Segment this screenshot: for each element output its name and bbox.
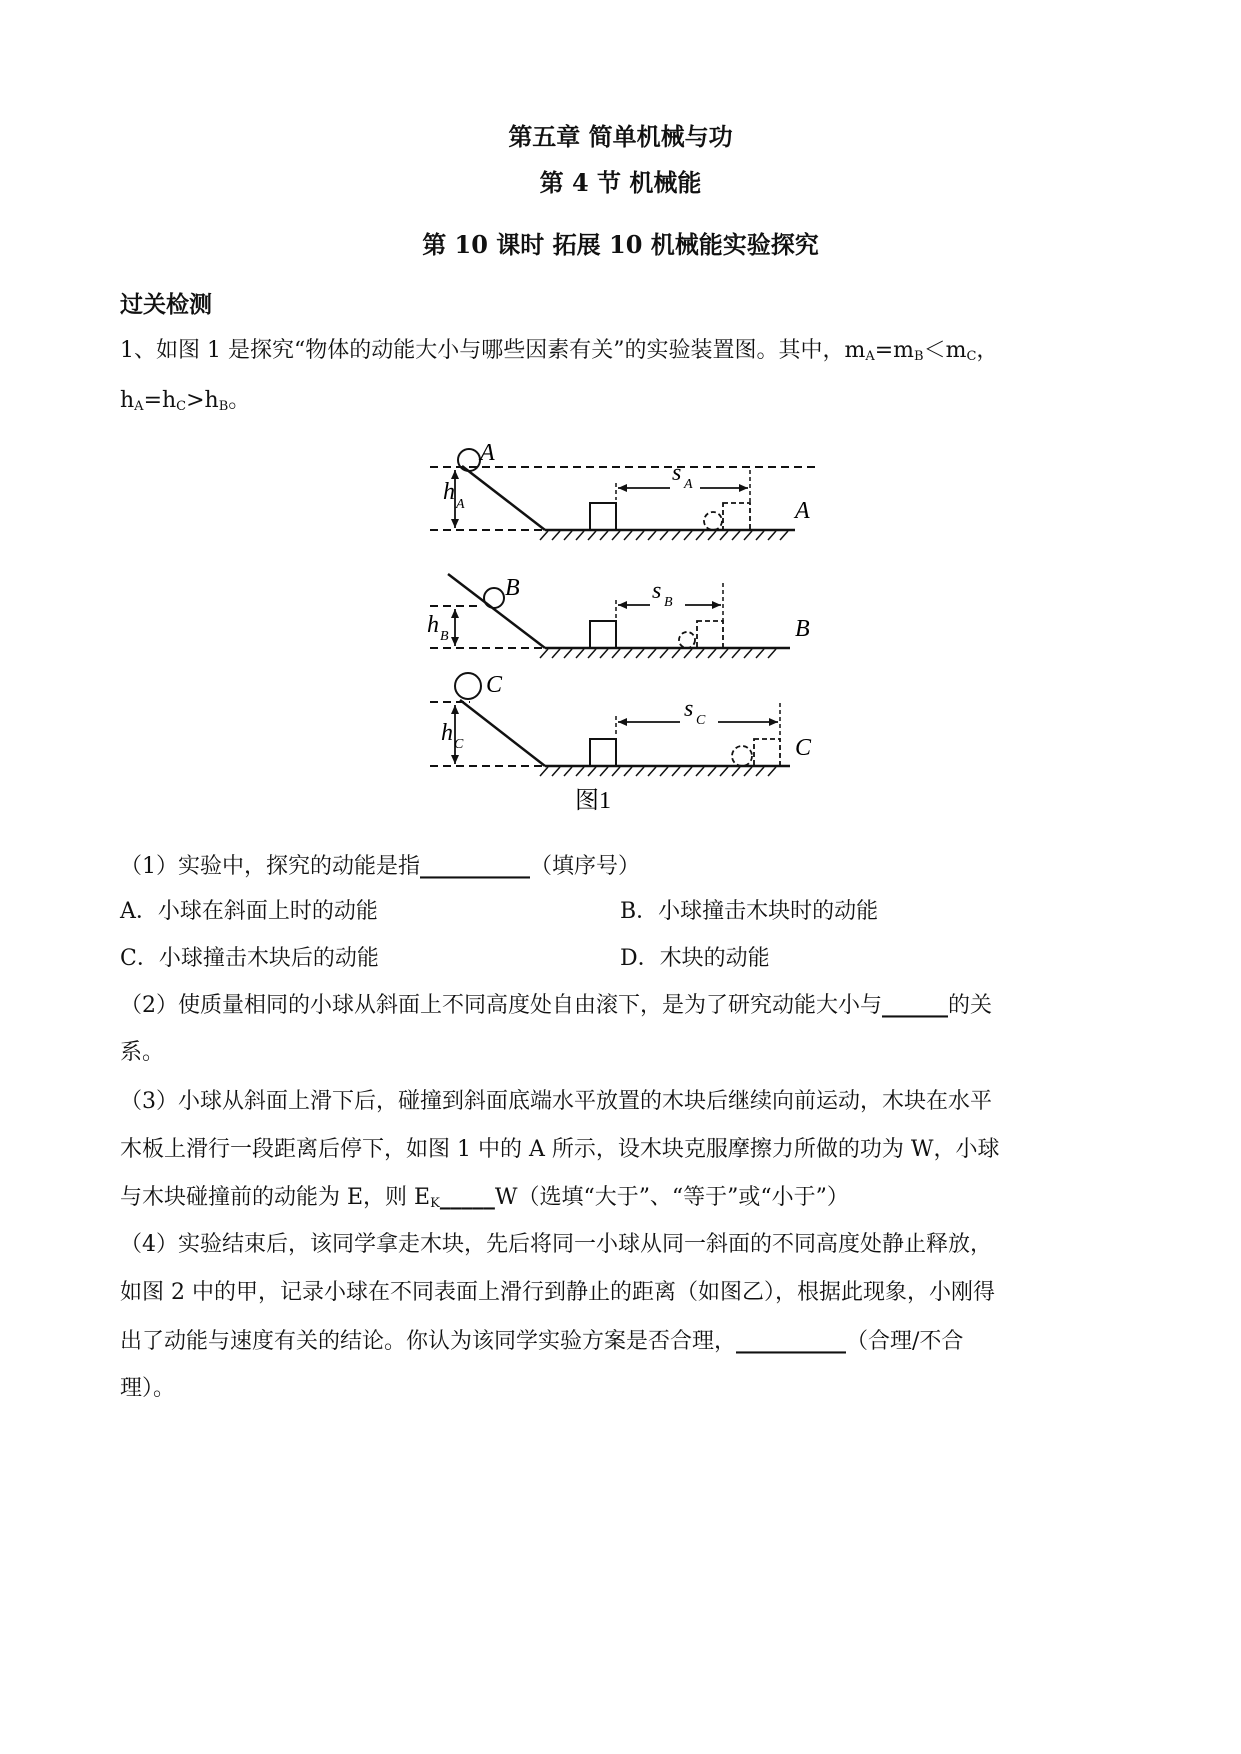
option-b: B．小球撞击木块时的动能 bbox=[620, 899, 879, 924]
row-b-block-final bbox=[697, 621, 723, 648]
figure-row-c bbox=[430, 673, 790, 776]
row-b-block bbox=[590, 621, 616, 648]
question-1-part-3-line-3: 与木块碰撞前的动能为 E，则 $E_K\_\_\_\_\_W$（选填“大于”、“等于”或“小于”） bbox=[120, 1184, 849, 1211]
row-a-hatch bbox=[540, 531, 788, 540]
row-a-ball-label: A bbox=[480, 440, 495, 466]
section-label: 过关检测 bbox=[120, 291, 212, 318]
ball-c bbox=[455, 673, 481, 699]
row-b-ball-final bbox=[679, 632, 695, 648]
row-a-s-label: s bbox=[672, 460, 682, 486]
question-1-part-2: （2）使质量相同的小球从斜面上不同高度处自由滚下，是为了研究动能大小与______的关 bbox=[120, 992, 993, 1018]
row-a-h-sub: A bbox=[456, 497, 465, 512]
question-1-part-4-line-3: 出了动能与速度有关的结论。你认为该同学实验方案是否合理，__________（合理/不合 bbox=[120, 1328, 964, 1354]
answer-blank-2: ______ bbox=[882, 992, 948, 1018]
row-b-s-sub: B bbox=[664, 595, 673, 610]
answer-blank-1: __________ bbox=[420, 853, 530, 879]
chapter-title: 第五章 简单机械与功 bbox=[508, 122, 733, 151]
row-c-block bbox=[590, 739, 616, 766]
question-1-intro-line2: $h_A=h_C>h_B$。 bbox=[120, 388, 251, 414]
row-b-ball-label: B bbox=[505, 575, 520, 601]
row-c-s-label: s bbox=[684, 696, 694, 722]
section-title: 第 4 节 机械能 bbox=[539, 168, 702, 197]
question-1-part-2-cont: 系。 bbox=[120, 1040, 165, 1065]
row-c-s-sub: C bbox=[696, 713, 706, 728]
row-a-incline bbox=[462, 466, 545, 530]
row-a-side-label: A bbox=[795, 498, 810, 524]
row-b-h-sub: B bbox=[440, 629, 449, 644]
row-c-h-label: h bbox=[441, 720, 453, 746]
row-b-incline bbox=[448, 574, 545, 648]
question-1-part-1: （1）实验中，探究的动能是指__________（填序号） bbox=[120, 853, 641, 879]
row-c-side-label: C bbox=[795, 735, 812, 761]
option-a: A．小球在斜面上时的动能 bbox=[120, 899, 378, 924]
row-b-s-label: s bbox=[652, 578, 662, 604]
row-b-h-label: h bbox=[427, 612, 439, 638]
row-b-side-label: B bbox=[795, 616, 810, 642]
question-1-part-4-line-4: 理）。 bbox=[120, 1376, 176, 1401]
row-c-incline bbox=[460, 700, 545, 766]
row-a-block-final bbox=[723, 503, 750, 530]
question-1-part-4-line-2: 如图 2 中的甲，记录小球在不同表面上滑行到静止的距离（如图乙），根据此现象，小刚得 bbox=[120, 1280, 995, 1305]
row-b-hatch bbox=[540, 649, 776, 658]
question-1-part-3-line-2: 木板上滑行一段距离后停下，如图 1 中的 A 所示，设木块克服摩擦力所做的功为 W，小球 bbox=[120, 1137, 1000, 1162]
row-a-block bbox=[590, 503, 616, 530]
question-1-intro: 1、如图 1 是探究“物体的动能大小与哪些因素有关”的实验装置图。其中，$m_A=m_B<m_C$， bbox=[120, 338, 999, 364]
ball-b bbox=[484, 588, 504, 608]
row-a-s-sub: A bbox=[684, 477, 693, 492]
row-c-ball-final bbox=[732, 746, 752, 766]
row-c-ball-label: C bbox=[486, 672, 503, 698]
row-c-block-final bbox=[754, 739, 780, 766]
option-d: D．木块的动能 bbox=[620, 946, 770, 971]
answer-blank-4: __________ bbox=[736, 1328, 847, 1354]
row-c-hatch bbox=[540, 767, 776, 776]
row-a-h-label: h bbox=[443, 479, 455, 505]
row-a-ball-final bbox=[704, 512, 722, 530]
row-c-h-sub: C bbox=[454, 737, 464, 752]
figure-caption: 图1 bbox=[575, 788, 611, 814]
option-c: C．小球撞击木块后的动能 bbox=[120, 946, 379, 971]
question-1-part-3-line-1: （3）小球从斜面上滑下后，碰撞到斜面底端水平放置的木块后继续向前运动，木块在水平 bbox=[120, 1089, 993, 1114]
answer-blank-3: _____ bbox=[439, 1184, 495, 1210]
question-1-part-4-line-1: （4）实验结束后，该同学拿走木块，先后将同一小球从同一斜面的不同高度处静止释放， bbox=[120, 1232, 993, 1257]
lesson-title: 第 10 课时 拓展 10 机械能实验探究 bbox=[422, 230, 819, 259]
figure-row-b bbox=[430, 574, 790, 658]
